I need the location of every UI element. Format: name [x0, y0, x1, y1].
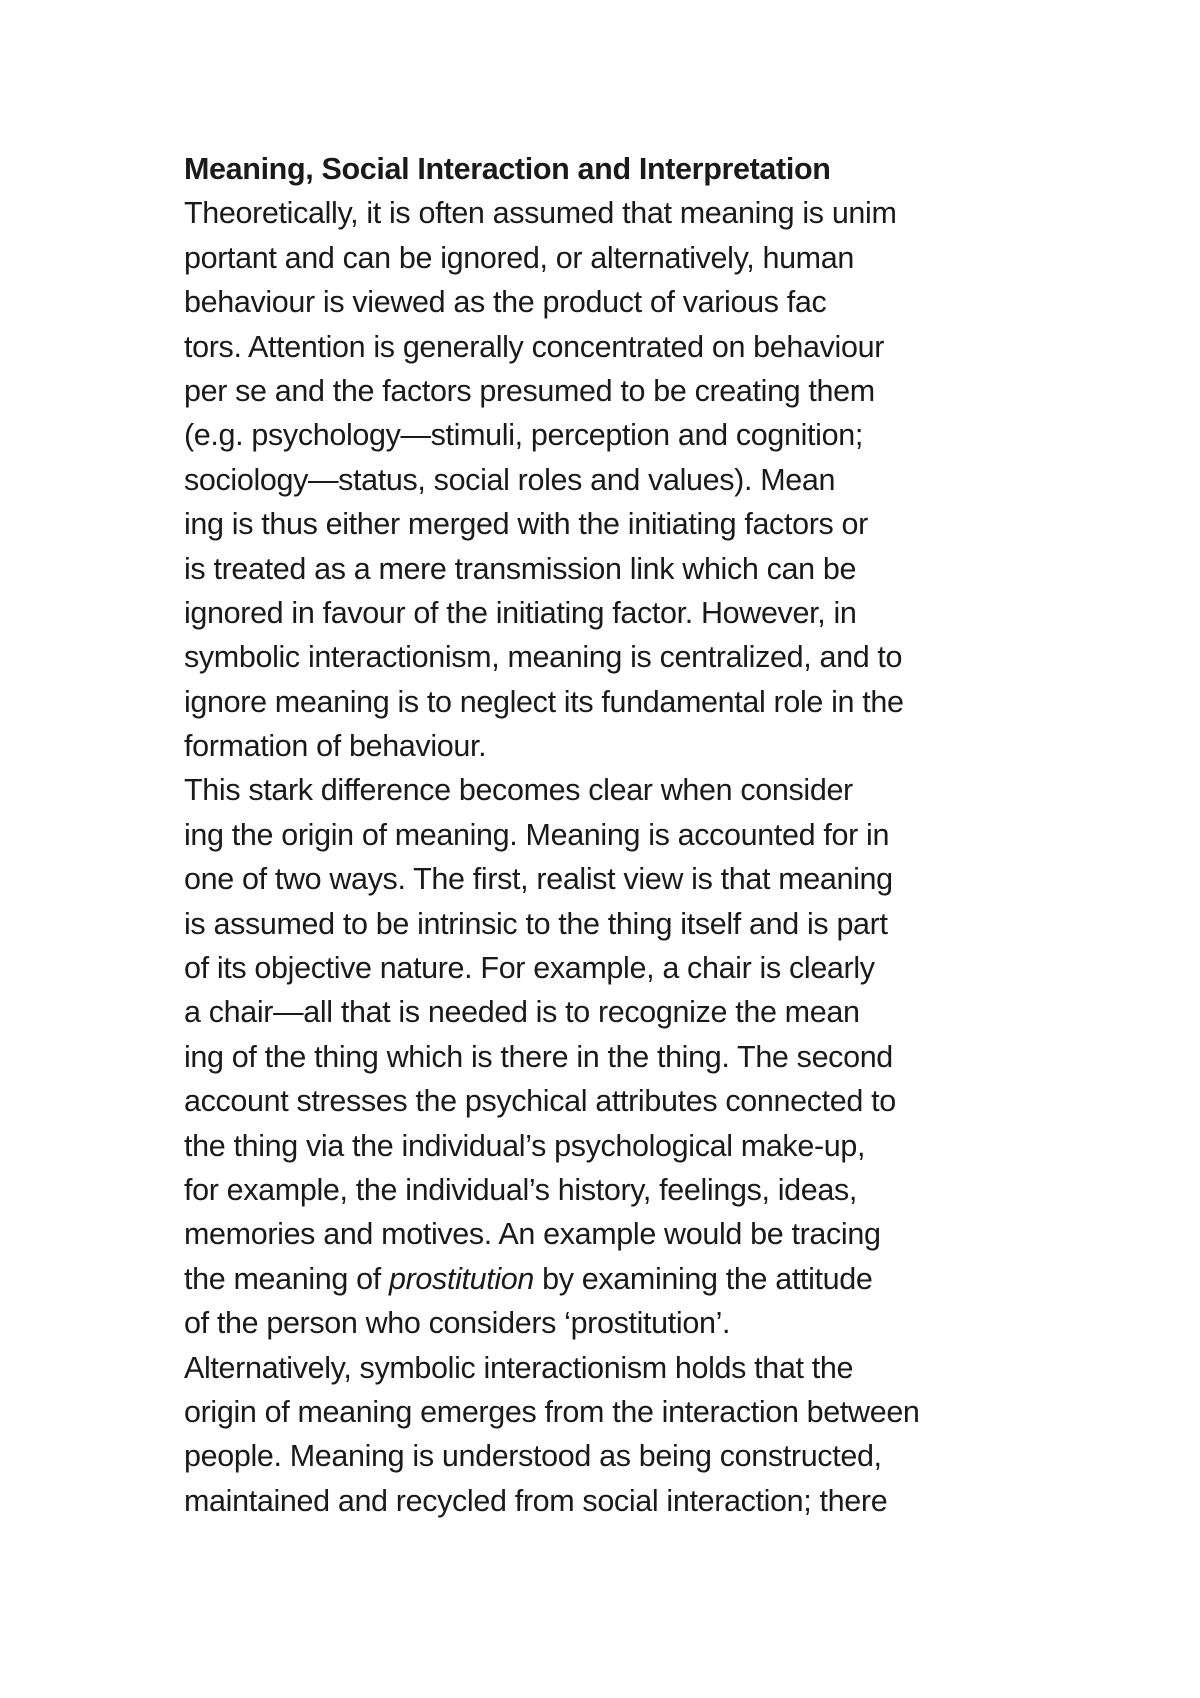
- section-heading: Meaning, Social Interaction and Interpretation: [184, 152, 831, 186]
- text-line: ing the origin of meaning. Meaning is accounted for in: [184, 817, 890, 852]
- text-line: (e.g. psychology—stimuli, perception and cognition;: [184, 418, 863, 453]
- italic-term: prostitution: [389, 1261, 535, 1296]
- text-line: Alternatively, symbolic interactionism holds that the: [184, 1350, 854, 1385]
- text-line: ignore meaning is to neglect its fundamental role in the: [184, 684, 904, 719]
- text-line: is treated as a mere transmission link which can be: [184, 551, 857, 586]
- text-line: formation of behaviour.: [184, 729, 487, 764]
- text-line: of its objective nature. For example, a chair is clearly: [184, 951, 875, 986]
- body-text: [184, 147, 1124, 1523]
- text-line: ignored in favour of the initiating factor. However, in: [184, 595, 857, 630]
- text-line: maintained and recycled from social interaction; there: [184, 1483, 888, 1518]
- text-line: memories and motives. An example would be tracing: [184, 1217, 881, 1252]
- text-line-with-italic: [184, 1257, 1124, 1301]
- text-line: a chair—all that is needed is to recognize the mean: [184, 995, 860, 1030]
- text-line: This stark difference becomes clear when consider: [184, 773, 853, 808]
- text-line: is assumed to be intrinsic to the thing itself and is part: [184, 906, 888, 941]
- text-line: people. Meaning is understood as being constructed,: [184, 1439, 882, 1474]
- text-line: sociology—status, social roles and values). Mean: [184, 462, 836, 497]
- text-fragment: the meaning of: [184, 1261, 390, 1296]
- text-line: ing is thus either merged with the initiating factors or: [184, 507, 868, 542]
- text-line: per se and the factors presumed to be creating them: [184, 373, 875, 408]
- text-line: ing of the thing which is there in the thing. The second: [184, 1039, 893, 1074]
- text-line: symbolic interactionism, meaning is centralized, and to: [184, 640, 903, 675]
- text-line: behaviour is viewed as the product of various fac: [184, 285, 827, 320]
- text-line: the thing via the individual’s psychological make-up,: [184, 1128, 866, 1163]
- text-line: account stresses the psychical attributes connected to: [184, 1084, 896, 1119]
- text-line: for example, the individual’s history, feelings, ideas,: [184, 1172, 858, 1207]
- text-line: portant and can be ignored, or alternatively, human: [184, 240, 854, 275]
- text-line: origin of meaning emerges from the interaction between: [184, 1394, 920, 1429]
- text-line: Theoretically, it is often assumed that meaning is unim: [184, 196, 897, 231]
- text-fragment: by examining the attitude: [534, 1261, 873, 1296]
- text-line: of the person who considers ‘prostitution’.: [184, 1306, 731, 1341]
- text-line: tors. Attention is generally concentrated on behaviour: [184, 329, 884, 364]
- text-line: one of two ways. The first, realist view is that meaning: [184, 862, 893, 897]
